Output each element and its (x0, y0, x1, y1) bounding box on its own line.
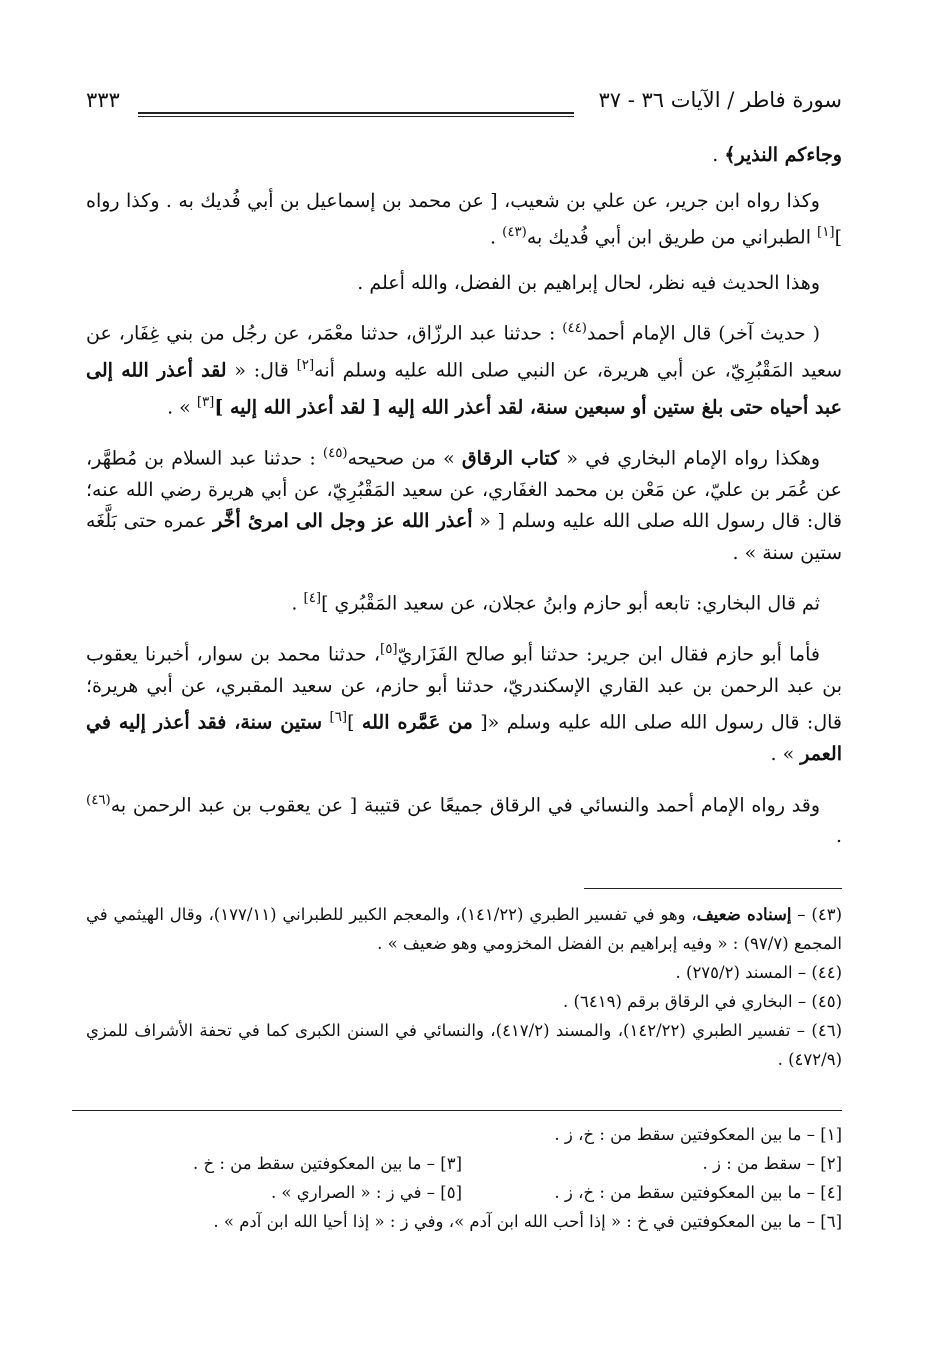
text-span: ] (347, 711, 362, 734)
footnote-rule (584, 888, 842, 889)
variant-row (86, 1120, 842, 1149)
footnote (86, 958, 842, 987)
bold-text: أعذر الله عز وجل الى امرئ أخَّر (213, 510, 473, 533)
footnote-marker: (٤٦) (86, 792, 111, 808)
text-span: قال: « (226, 359, 297, 382)
running-title: سورة فاطر / الآيات ٣٦ - ٣٧ (598, 88, 842, 112)
paragraph (86, 268, 842, 300)
paragraph (86, 438, 842, 569)
text-span: » . (167, 396, 197, 419)
text-span: ثم قال البخاري: تابعه أبو حازم وابنُ عجلان، عن سعيد المَقْبُري ] (321, 592, 820, 615)
variant-row (86, 1207, 842, 1236)
text-span: وهكذا رواه الإمام البخاري في « (559, 447, 821, 470)
variant-row (86, 1149, 842, 1178)
footnotes (86, 900, 842, 1074)
variant-note: [٢] – سقط من : ز . (702, 1154, 842, 1173)
text-span: » . (770, 743, 801, 766)
footnote-marker: [٢] (296, 358, 315, 374)
bold-text: كتاب الرقاق (461, 447, 560, 470)
text-span: . (712, 144, 725, 166)
main-text (86, 140, 842, 867)
variant-note: [٣] – ما بين المعكوفتين سقط من : خ . (192, 1154, 462, 1173)
variant-rule (72, 1110, 842, 1111)
text-span: . (291, 592, 304, 615)
footnote-marker: [٥] (379, 641, 398, 657)
footnote-marker: [٦] (329, 710, 348, 726)
text-span: ، وهو في تفسير الطبري (١٤١/٢٢)، والمعجم الكبير للطبراني (١٧٧/١١)، وقال الهيثمي في المجمع (٩٧/٧) : « وفيه إبراهيم بن الفضل المخزومي وهو ضعيف » . (86, 905, 842, 953)
footnote-marker: [١] (817, 225, 835, 240)
text-span: . (490, 226, 503, 249)
footnote-marker: (٤٣) (502, 225, 527, 240)
page-header (86, 88, 842, 122)
variant-note: [٥] – في ز : « الصراري » . (270, 1183, 462, 1202)
footnote (86, 900, 842, 958)
bold-text: وجاءكم النذير﴾ (724, 144, 842, 166)
page-number: ٣٣٣ (86, 88, 120, 112)
paragraph (86, 186, 842, 254)
paragraph (86, 785, 842, 853)
bold-text: لقد أعذر الله إلى عبد أحياه حتى بلغ ستين أو سبعين سنة، لقد أعذر الله إليه [ لقد أعذر الله إليه ] (86, 359, 842, 419)
text-span: . (835, 825, 842, 848)
paragraph (86, 140, 842, 172)
footnote-marker: [٤] (303, 591, 322, 607)
text-span: عمره حتى بَلَّغَه ستين سنة » . (86, 510, 842, 564)
text-span: وهذا الحديث فيه نظر، لحال إبراهيم بن الفضل، والله أعلم . (357, 271, 820, 294)
footnote-marker: (٤٥) (322, 445, 348, 461)
bold-text: من عَمَّره الله (361, 711, 473, 734)
variant-note: [١] – ما بين المعكوفتين سقط من : خ، ز . (554, 1125, 842, 1144)
bold-text: ستين سنة، فقد أعذر إليه في العمر (86, 711, 842, 766)
variant-notes (86, 1120, 842, 1236)
text-span: الطبراني من طريق ابن أبي فُديك به (526, 226, 818, 249)
text-span: ( حديث آخر) قال الإمام أحمد (586, 322, 820, 345)
footnote (86, 1016, 842, 1074)
bold-text: إسناده ضعيف (696, 905, 792, 924)
variant-note: [٦] – ما بين المعكوفتين في خ : « إذا أحب الله ابن آدم »، وفي ز : « إذا أحيا الله ابن آدم » . (213, 1212, 842, 1231)
text-span: فأما أبو حازم فقال ابن جرير: حدثنا أبو صالح الفَزَاريّ (397, 643, 820, 666)
variant-row (86, 1178, 842, 1207)
text-span: (٤٦) – تفسير الطبري (١٤٢/٢٢)، والمسند (٤١٧/٢)، والنسائي في السنن الكبرى كما في تحفة الأشراف للمزي (٤٧٢/٩) . (86, 1021, 842, 1069)
text-span: (٤٤) – المسند (٢٧٥/٢) . (675, 963, 842, 982)
paragraph (86, 583, 842, 620)
text-span: (٤٥) – البخاري في الرقاق برقم (٦٤١٩) . (563, 992, 842, 1011)
header-rule (138, 112, 574, 117)
text-span: » من صحيحه (347, 447, 462, 470)
footnote-marker: [٣] (196, 394, 215, 410)
text-span: وقد رواه الإمام أحمد والنسائي في الرقاق جميعًا عن قتيبة [ عن يعقوب بن عبد الرحمن به (110, 793, 820, 816)
paragraph (86, 313, 842, 423)
text-span: وكذا رواه ابن جرير، عن علي بن شعيب، [ عن محمد بن إسماعيل بن أبي فُديك به . وكذا رواه ] (86, 189, 842, 249)
paragraph (86, 634, 842, 771)
text-span (322, 712, 329, 734)
variant-note: [٤] – ما بين المعكوفتين سقط من : خ، ز . (554, 1183, 842, 1202)
footnote (86, 987, 842, 1016)
text-span: : حدثنا عبد الرزّاق، حدثنا معْمَر، عن رجُل من بني غِفَار، عن سعيد المَقْبُرِيّ، عن أبي هريرة، عن النبي صلى الله عليه وسلم أنه (86, 322, 843, 382)
text-span: : حدثنا عبد السلام بن مُطهَّر، عن عُمَر بن عليّ، عن مَعْن بن محمد الغفَاري، عن سعيد المَقْبُرِيّ، عن أبي هريرة رضي الله عنه؛ قال: قال رسول الله صلى الله عليه وسلم [ « (86, 447, 843, 533)
text-span: (٤٣) – (791, 905, 842, 924)
text-span: ، حدثنا محمد بن سوار، أخبرنا يعقوب بن عبد الرحمن بن عبد القاري الإسكندريّ، حدثنا أبو حازم، عن سعيد المقبري، عن أبي هريرة؛ قال: قال رسول الله صلى الله عليه وسلم «[ (86, 643, 842, 734)
footnote-marker: (٤٤) (562, 321, 587, 337)
